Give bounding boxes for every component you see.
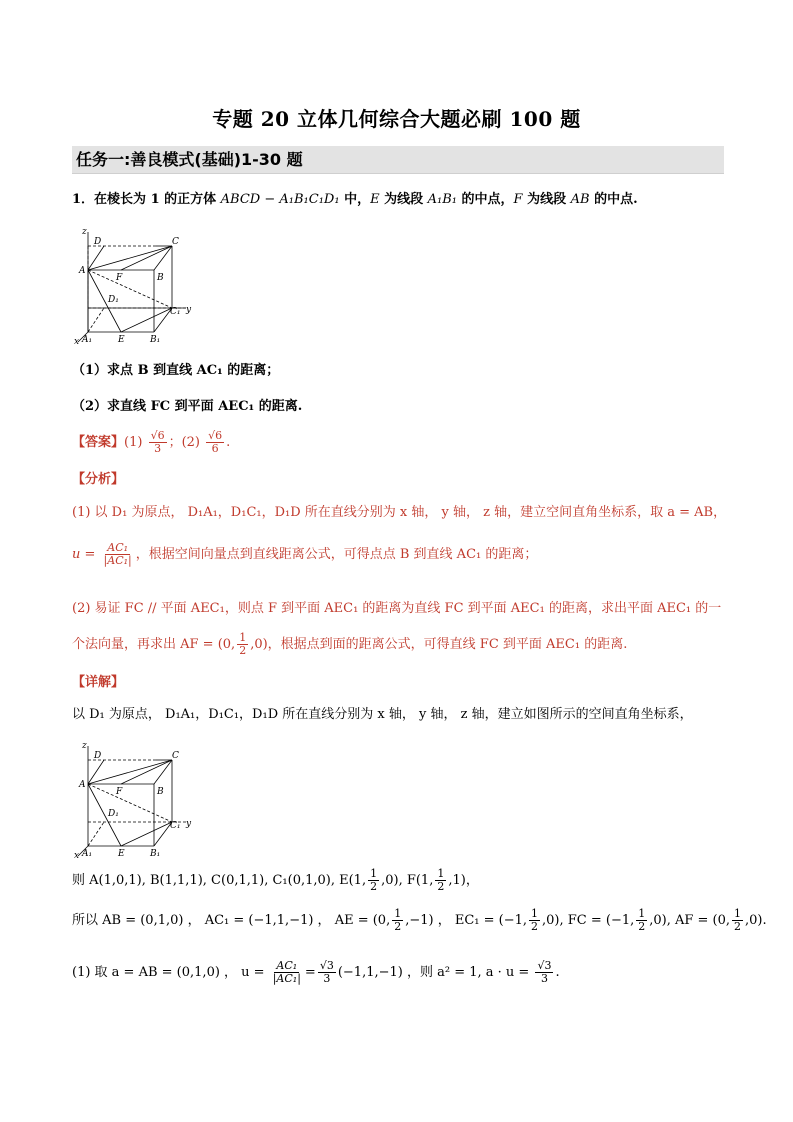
- numerator: 1: [734, 907, 742, 920]
- point-f: F: [513, 192, 523, 207]
- denominator: 2: [239, 644, 247, 657]
- figure-label-c1: C₁: [170, 821, 181, 831]
- denominator: 2: [531, 920, 539, 933]
- detail-text: ,0), AF = (0,: [649, 913, 731, 928]
- half-fraction: [435, 868, 446, 893]
- half-fraction: [392, 908, 403, 933]
- numerator: 1: [437, 867, 445, 880]
- segment-ab: AB: [570, 192, 590, 207]
- point-e: E: [370, 192, 380, 207]
- figure-label-d1: D₁: [108, 809, 119, 819]
- denominator: 2: [638, 920, 646, 933]
- unit-vector-fraction: [102, 542, 134, 567]
- answer-end: .: [226, 435, 231, 450]
- detail-text: (1) 取 a = AB = (0,1,0) ， u =: [72, 965, 265, 980]
- half-fraction: [237, 632, 248, 657]
- denominator: 2: [370, 880, 378, 893]
- denominator: 6: [211, 442, 219, 455]
- figure-label-x: x: [74, 851, 80, 860]
- figure-label-d: D: [94, 751, 102, 761]
- task-header: 任务一:善良模式(基础)1-30 题: [72, 146, 724, 174]
- denominator: |AC₁|: [103, 554, 132, 567]
- figure-label-y: y: [186, 819, 192, 829]
- denominator: 3: [540, 972, 548, 985]
- figure-label-a: A: [79, 266, 86, 276]
- sqrt3-over-3-fraction: [535, 960, 553, 985]
- numerator: 1: [394, 907, 402, 920]
- cube-figure-2: [74, 738, 199, 860]
- page-title: 专题 20 立体几何综合大题必刷 100 题: [212, 107, 581, 131]
- figure-label-b1: B₁: [150, 849, 161, 859]
- figure-label-c1: C₁: [170, 307, 181, 317]
- stem-text: 为线段: [522, 192, 571, 207]
- numerator: AC₁: [107, 541, 129, 554]
- analysis-text: ，根据空间向量点到直线距离公式，可得点点 B 到直线 AC₁ 的距离；: [135, 547, 538, 562]
- denominator: |AC₁|: [272, 972, 301, 985]
- half-fraction: [732, 908, 743, 933]
- denominator: 2: [437, 880, 445, 893]
- figure-label-c: C: [172, 237, 179, 247]
- detail-text: ,0).: [745, 913, 767, 928]
- half-fraction: [368, 868, 379, 893]
- unit-vector-fraction: [271, 960, 303, 985]
- analysis-label: 【分析】: [72, 472, 125, 487]
- detail-text: ,−1) ， EC₁ = (−1,: [405, 913, 528, 928]
- figure-label-z: z: [82, 741, 87, 751]
- numerator: 1: [638, 907, 646, 920]
- detail-text: 所以 AB = (0,1,0) ， AC₁ = (−1,1,−1) ， AE = (0,: [72, 913, 391, 928]
- stem-text: 的中点.: [589, 192, 638, 207]
- figure-label-d: D: [94, 237, 102, 247]
- detail-text: (−1,1,−1) ，则 a² = 1, a · u =: [337, 965, 530, 980]
- answer-part-1-label: (1): [124, 435, 143, 450]
- figure-label-c: C: [172, 751, 179, 761]
- question-1-part-2: （2）求直线 FC 到平面 AEC₁ 的距离.: [72, 399, 303, 414]
- detail-text: ,0), F(1,: [381, 873, 434, 888]
- figure-label-e: E: [118, 335, 125, 345]
- detail-text: .: [555, 965, 560, 980]
- denominator: 3: [154, 442, 162, 455]
- half-fraction: [636, 908, 647, 933]
- figure-label-f: F: [116, 273, 123, 283]
- segment-a1b1: A₁B₁: [427, 192, 458, 207]
- numerator: 1: [531, 907, 539, 920]
- question-1-stem: [72, 191, 638, 209]
- figure-label-a1: A₁: [82, 849, 93, 859]
- denominator: 2: [394, 920, 402, 933]
- detail-coordinates: [72, 866, 479, 896]
- answer-label: 【答案】: [72, 435, 125, 450]
- numerator: 1: [370, 867, 378, 880]
- stem-text: 中，: [339, 192, 371, 207]
- analysis-text: 个法向量，再求出 AF = (0,: [72, 637, 236, 652]
- figure-label-e: E: [118, 849, 125, 859]
- numerator: √6: [208, 429, 223, 442]
- question-1-part-1: （1）求点 B 到直线 AC₁ 的距离；: [72, 363, 280, 378]
- analysis-line-3: (2) 易证 FC // 平面 AEC₁，则点 F 到平面 AEC₁ 的距离为直线 FC 到平面 AEC₁ 的距离，求出平面 AEC₁ 的一: [72, 601, 722, 616]
- analysis-text: ,0)，根据点到面的距离公式，可得直线 FC 到平面 AEC₁ 的距离.: [250, 637, 628, 652]
- figure-label-f: F: [116, 787, 123, 797]
- figure-label-b1: B₁: [150, 335, 161, 345]
- detail-text: ,1)，: [448, 873, 479, 888]
- figure-label-y: y: [186, 305, 192, 315]
- sqrt3-over-3-fraction: [318, 960, 336, 985]
- detail-label: 【详解】: [72, 675, 125, 690]
- denominator: 2: [734, 920, 742, 933]
- stem-text: 为线段: [379, 192, 428, 207]
- half-fraction: [529, 908, 540, 933]
- figure-label-b: B: [157, 273, 164, 283]
- figure-label-d1: D₁: [108, 295, 119, 305]
- numerator: AC₁: [276, 959, 298, 972]
- numerator: √3: [537, 959, 552, 972]
- detail-text: =: [304, 965, 316, 980]
- numerator: √3: [319, 959, 334, 972]
- analysis-line-1: (1) 以 D₁ 为原点， D₁A₁，D₁C₁，D₁D 所在直线分别为 x 轴， y 轴， z 轴，建立空间直角坐标系，取 a = AB，: [72, 505, 727, 520]
- stem-text: 1．在棱长为 1 的正方体: [72, 192, 221, 207]
- analysis-line-4: [72, 630, 627, 660]
- figure-label-z: z: [82, 227, 87, 237]
- detail-line-1: 以 D₁ 为原点， D₁A₁，D₁C₁，D₁D 所在直线分别为 x 轴， y 轴， z 轴，建立如图所示的空间直角坐标系，: [72, 707, 693, 722]
- detail-text: ,0), FC = (−1,: [542, 913, 635, 928]
- detail-vectors: [72, 906, 767, 936]
- answer-separator: ；(2): [168, 435, 201, 450]
- stem-text: 的中点，: [457, 192, 514, 207]
- answer-2-fraction: [206, 430, 224, 455]
- cube-name: ABCD − A₁B₁C₁D₁: [220, 192, 340, 207]
- figure-label-x: x: [74, 337, 80, 346]
- numerator: √6: [150, 429, 165, 442]
- figure-label-b: B: [157, 787, 164, 797]
- detail-part-1: [72, 956, 560, 990]
- figure-label-a: A: [79, 780, 86, 790]
- answer-1-fraction: [149, 430, 167, 455]
- figure-label-a1: A₁: [82, 335, 93, 345]
- vector-u: u =: [72, 547, 96, 562]
- analysis-line-2: [72, 540, 537, 570]
- numerator: 1: [239, 631, 247, 644]
- answer-line: [72, 430, 230, 455]
- detail-text: 则 A(1,0,1), B(1,1,1), C(0,1,1), C₁(0,1,0), E(1,: [72, 873, 367, 888]
- cube-figure-1: [74, 224, 199, 346]
- denominator: 3: [323, 972, 331, 985]
